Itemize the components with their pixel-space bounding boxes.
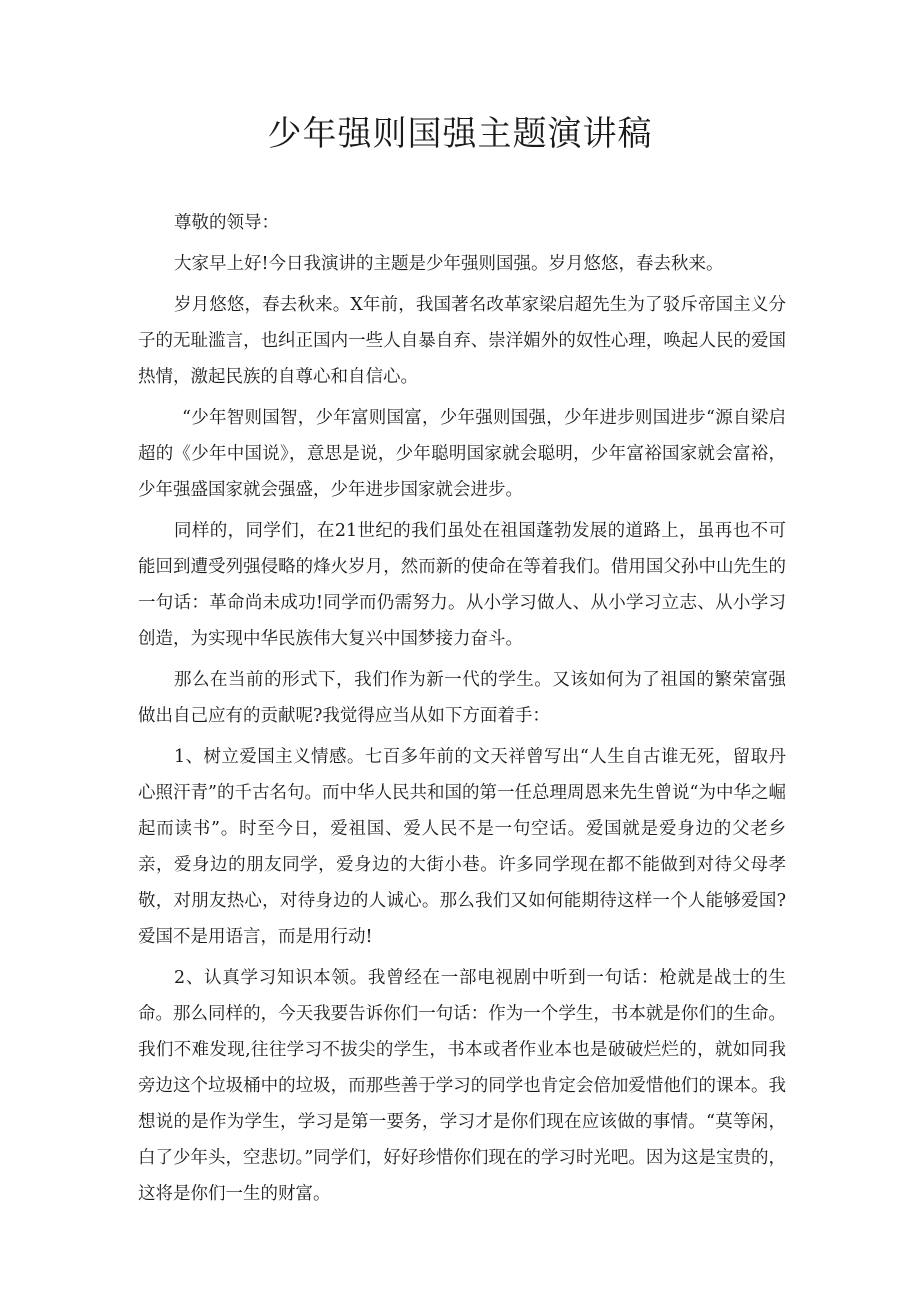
paragraph-point-2: 2、认真学习知识本领。我曾经在一部电视剧中听到一句话：枪就是战士的生命。那么同样的，今天我要告诉你们一句话：作为一个学生，书本就是你们的生命。我们不难发现,往往学习不拔尖的学生，书本或者作业本也是破破烂烂的，就如同我旁边这个垃圾桶中的垃圾，而那些善于学习的同学也肯定会倍加爱惜他们的课本。我想说的是作为学生，学习是第一要务，学习才是你们现在应该做的事情。“莫等闲，白了少年头，空悲切。”同学们，好好珍惜你们现在的学习时光吧。因为这是宝贵的，这将是你们一生的财富。 [138,968,786,1204]
paragraph-mission: 同样的，同学们，在21世纪的我们虽处在祖国蓬勃发展的道路上，虽再也不可能回到遭受列强侵略的烽火岁月，然而新的使命在等着我们。借用国父孙中山先生的一句话：革命尚未成功!同学而仍需努力。从小学习做人、从小学习立志、从小学习创造，为实现中华民族伟大复兴中国梦接力奋斗。 [138,521,786,649]
paragraph-history: 岁月悠悠，春去秋来。X年前，我国著名改革家梁启超先生为了驳斥帝国主义分子的无耻滥言，也纠正国内一些人自暴自弃、崇洋媚外的奴性心理，唤起人民的爱国热情，激起民族的自尊心和自信心。 [138,295,786,387]
document-body [138,205,786,1212]
paragraph-quote: “少年智则国智，少年富则国富，少年强则国强，少年进步则国进步“源自梁启超的《少年中国说》，意思是说，少年聪明国家就会聪明，少年富裕国家就会富裕，少年强盛国家就会强盛，少年进步国家就会进步。 [138,408,786,500]
document-title: 少年强则国强主题演讲稿 [267,114,653,154]
paragraph-greeting: 大家早上好!今日我演讲的主题是少年强则国强。岁月悠悠，春去秋来。 [174,254,724,274]
paragraph-point-1: 1、树立爱国主义情感。七百多年前的文天祥曾写出“人生自古谁无死，留取丹心照汗青”的千古名句。而中华人民共和国的第一任总理周恩来先生曾说“为中华之崛起而读书”。时至今日，爱祖国、爱人民不是一句空话。爱国就是爱身边的父老乡亲，爱身边的朋友同学，爱身边的大街小巷。许多同学现在都不能做到对待父母孝敬，对朋友热心，对待身边的人诚心。那么我们又如何能期待这样一个人能够爱国?爱国不是用语言，而是用行动! [138,747,786,947]
salutation: 尊敬的领导： [174,213,279,233]
paragraph-question: 那么在当前的形式下，我们作为新一代的学生。又该如何为了祖国的繁荣富强做出自己应有的贡献呢?我觉得应当从如下方面着手： [138,670,786,726]
